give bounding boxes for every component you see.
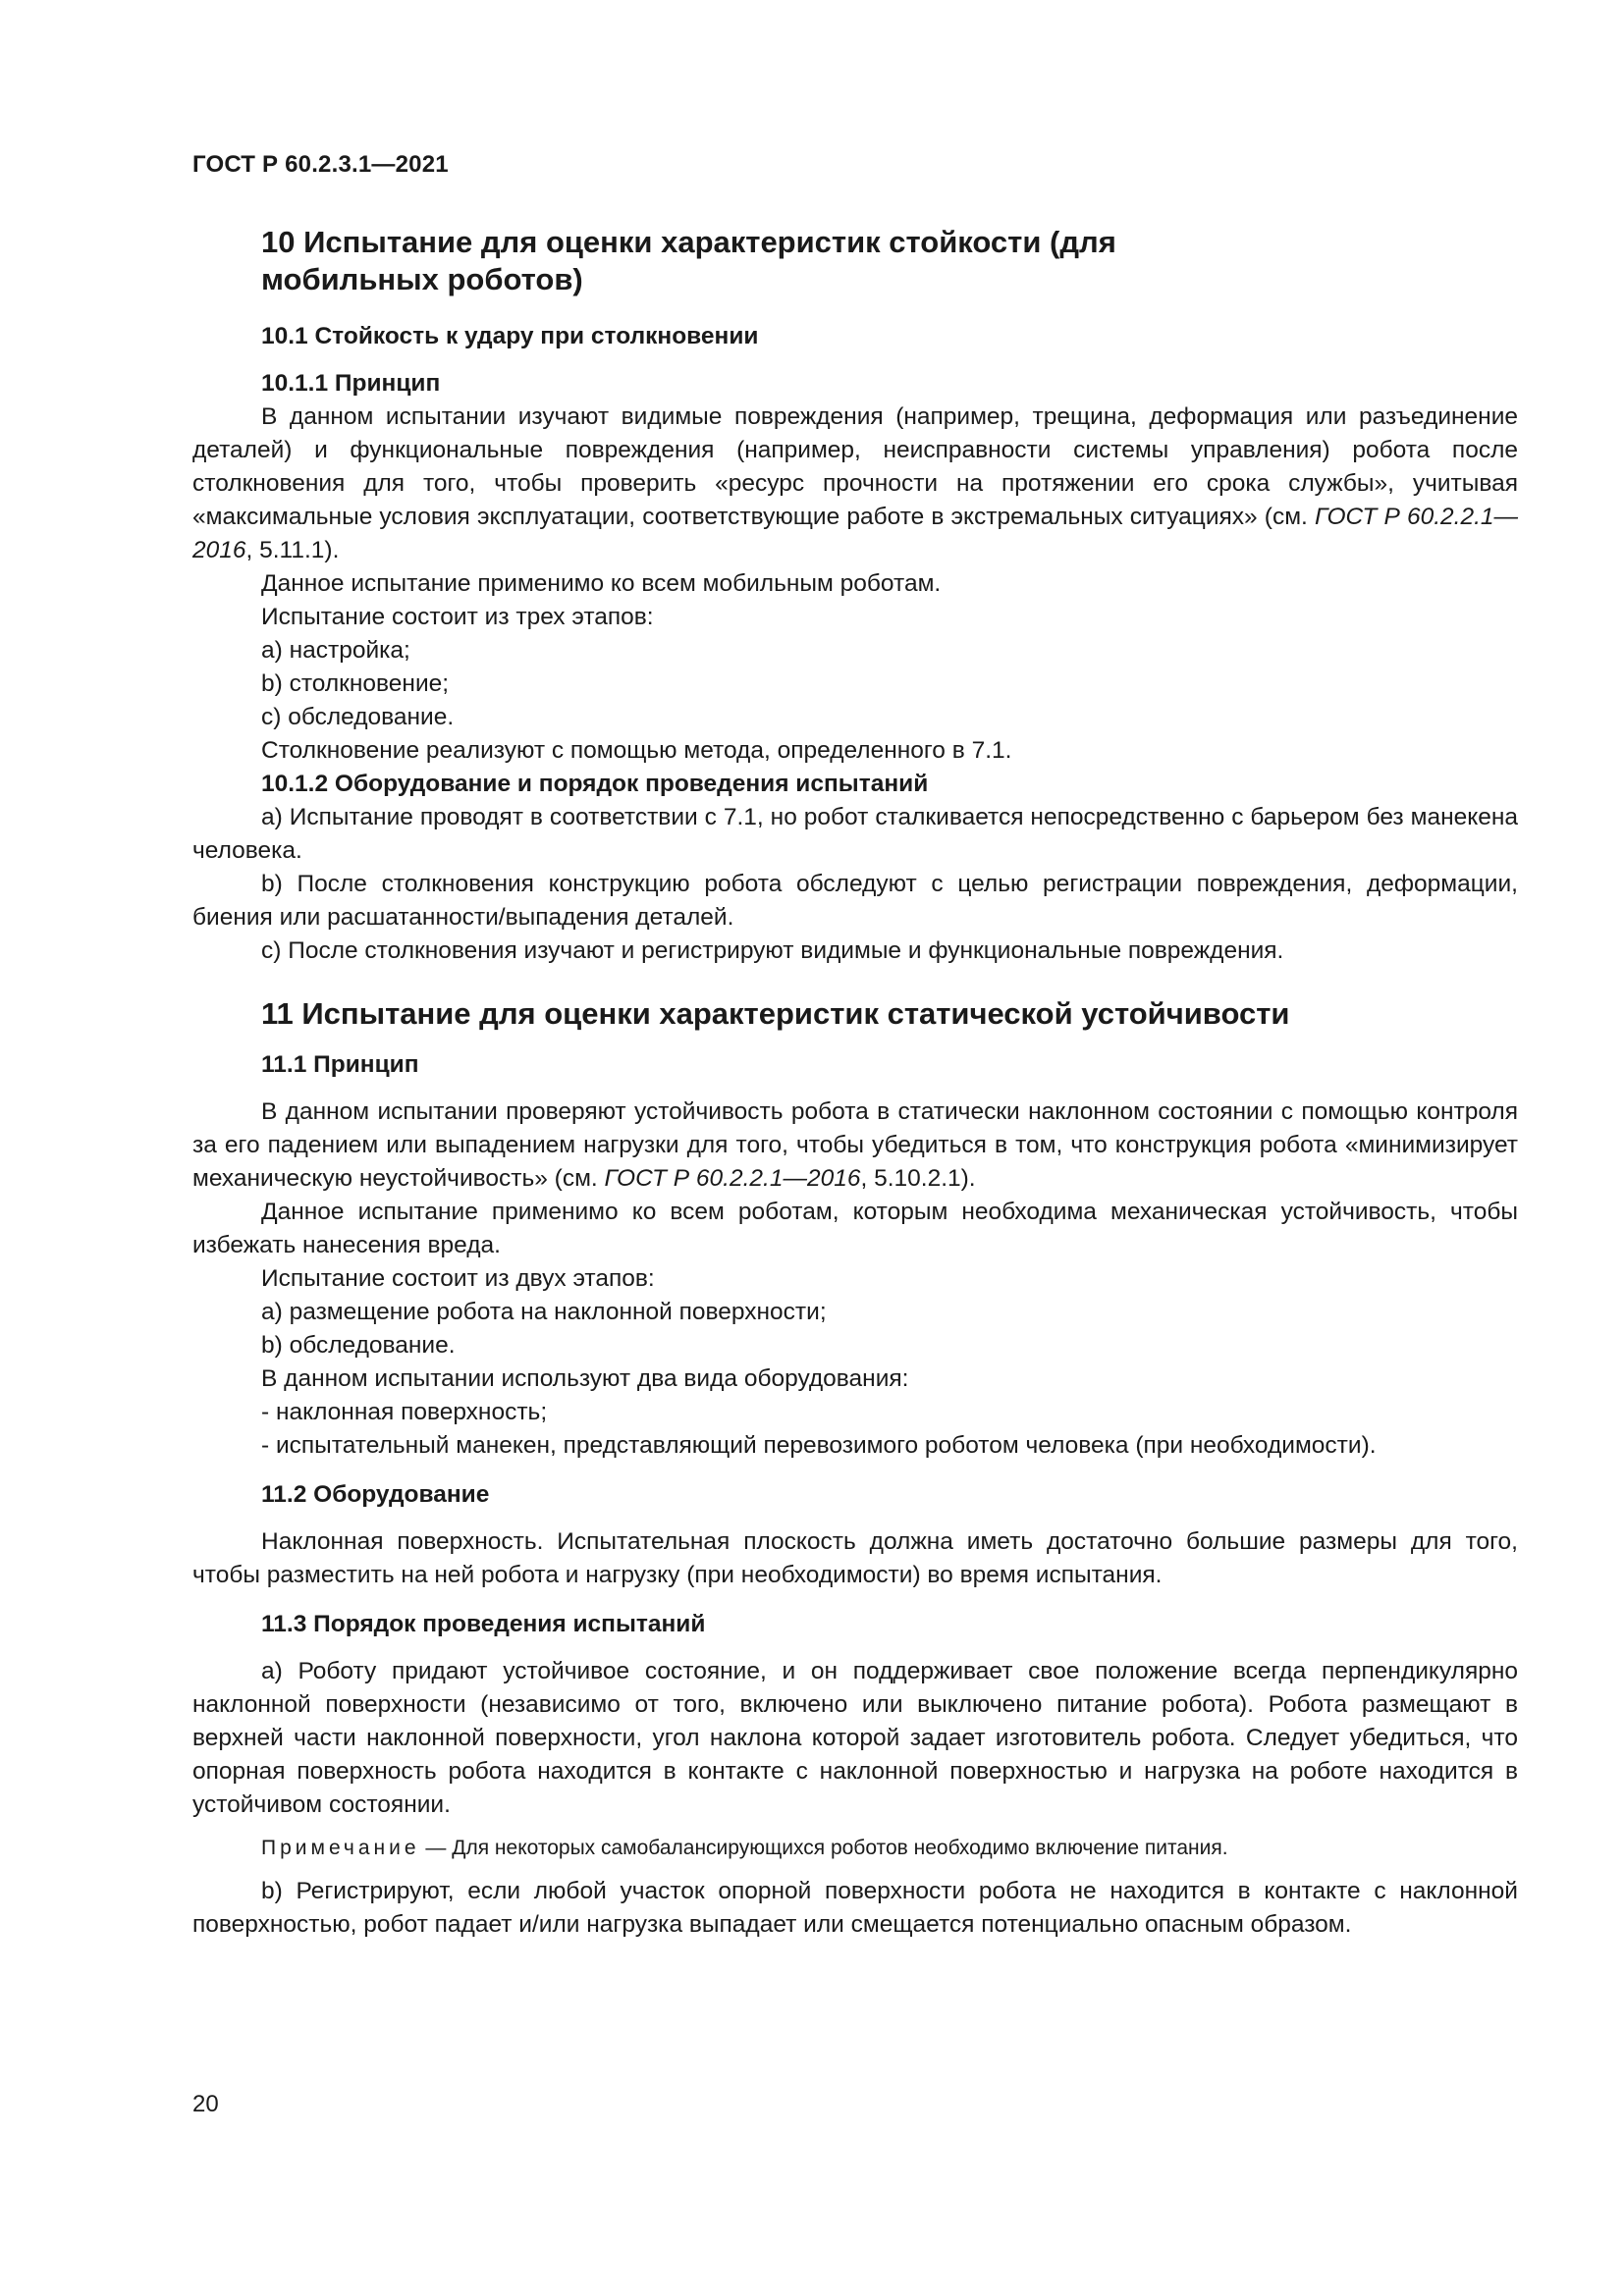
section-10-1-1-paragraph (192, 400, 1518, 567)
paragraph: Испытание состоит из двух этапов: (261, 1265, 655, 1292)
page-content (192, 224, 1518, 1942)
note-text: — Для некоторых самобалансирующихся роботов необходимо включение питания. (419, 1837, 1228, 1859)
section-11-1-title: 11.1 Принцип (261, 1051, 419, 1078)
standard-reference: ГОСТ Р 60.2.2.1—2016 (192, 504, 1519, 563)
list-item: c) обследование. (261, 704, 455, 730)
list-paragraph: c) После столкновения изучают и регистрируют видимые и функциональные повреждения. (261, 937, 1284, 964)
list-item: b) столкновение; (261, 670, 450, 697)
paragraph: Наклонная поверхность. Испытательная плоскость должна иметь достаточно большие размеры для того, чтобы разместить на ней робота и нагрузку (при необходимости) во время испытания. (192, 1528, 1518, 1588)
note-label: Примечание (261, 1837, 420, 1859)
paragraph: Данное испытание применимо ко всем мобильным роботам. (261, 570, 942, 597)
page-number: 20 (192, 2091, 219, 2117)
section-10-1-1-title: 10.1.1 Принцип (261, 370, 441, 397)
list-paragraph: b) После столкновения конструкцию робота обследуют с целью регистрации повреждения, деформации, биения или расшатанности/выпадения деталей. (192, 871, 1518, 931)
section-11-title: 11 Испытание для оценки характеристик статической устойчивости (261, 996, 1290, 1031)
list-item: a) настройка; (261, 637, 410, 664)
paragraph: В данном испытании используют два вида оборудования: (261, 1365, 909, 1392)
paragraph: Столкновение реализуют с помощью метода, определенного в 7.1. (261, 737, 1012, 764)
section-11-2-title: 11.2 Оборудование (261, 1481, 490, 1508)
list-item: - испытательный манекен, представляющий перевозимого роботом человека (при необходимости). (261, 1432, 1377, 1459)
list-paragraph: a) Роботу придают устойчивое состояние, и он поддерживает свое положение всегда перпендикулярно наклонной поверхности (независимо от того, включено или выключено питание робота). Робота размещают в верхней части наклонной поверхности, угол наклона которой задает изготовитель робота. Следует убедиться, что опорная поверхность робота находится в контакте с наклонной поверхностью и нагрузка на роботе находится в устойчивом состоянии. (192, 1658, 1518, 1818)
section-11-3-title: 11.3 Порядок проведения испытаний (261, 1611, 706, 1637)
list-paragraph: b) Регистрируют, если любой участок опорной поверхности робота не находится в контакте с наклонной поверхностью, робот падает и/или нагрузка выпадает или смещается потенциально опасным образом. (192, 1878, 1518, 1938)
note (192, 1834, 1518, 1863)
paragraph-text: , 5.11.1). (245, 537, 340, 563)
list-paragraph: a) Испытание проводят в соответствии с 7.1, но робот сталкивается непосредственно с барьером без манекена человека. (192, 804, 1518, 864)
standard-reference: ГОСТ Р 60.2.2.1—2016 (604, 1165, 861, 1192)
list-item: b) обследование. (261, 1332, 456, 1359)
section-10-title: 10 Испытание для оценки характеристик стойкости (для мобильных роботов) (261, 225, 1116, 296)
section-10-1-title: 10.1 Стойкость к удару при столкновении (261, 323, 759, 349)
section-11-1-paragraph (192, 1095, 1518, 1196)
paragraph-text: В данном испытании изучают видимые повреждения (например, трещина, деформация или разъединение деталей) и функциональные повреждения (например, неисправности системы управления) робота после столкновения для того, чтобы проверить «ресурс прочности на протяжении его срока службы», учитывая «максимальные условия эксплуатации, соответствующие работе в экстремальных ситуациях» (см. (192, 403, 1518, 530)
section-10-1-2-title: 10.1.2 Оборудование и порядок проведения испытаний (261, 771, 929, 797)
paragraph-text: В данном испытании проверяют устойчивость робота в статически наклонном состоянии с помощью контроля за его падением или выпадением нагрузки для того, чтобы убедиться в том, что конструкция робота «минимизирует механическую неустойчивость» (см. (192, 1098, 1518, 1192)
list-item: a) размещение робота на наклонной поверхности; (261, 1299, 827, 1325)
list-item: - наклонная поверхность; (261, 1399, 548, 1425)
paragraph: Испытание состоит из трех этапов: (261, 604, 654, 630)
paragraph: Данное испытание применимо ко всем роботам, которым необходима механическая устойчивость, чтобы избежать нанесения вреда. (192, 1199, 1518, 1258)
paragraph-text: , 5.10.2.1). (860, 1165, 976, 1192)
standard-header: ГОСТ Р 60.2.3.1—2021 (192, 151, 449, 178)
